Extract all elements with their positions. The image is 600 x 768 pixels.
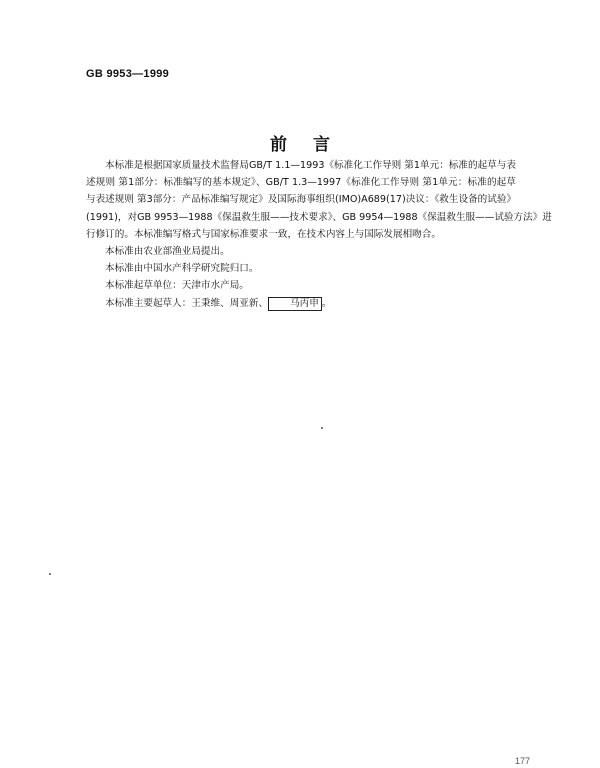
boxed-drafter-name: 马丙申: [268, 297, 322, 311]
preface-body: [86, 157, 552, 312]
scan-speck: [49, 573, 51, 575]
paragraph-proposed-by: 本标准由农业部渔业局提出。: [105, 246, 230, 258]
drafters-suffix: 。: [321, 297, 332, 309]
paragraph-centralized-by: 本标准由中国水产科学研究院归口。: [105, 263, 259, 275]
paragraph-line: (1991)，对GB 9953—1988《保温救生服——技术要求》、GB 9954—1988《保温救生服——试验方法》进: [86, 211, 552, 223]
standard-number: GB 9953—1999: [86, 68, 170, 80]
page-title: 前言: [270, 135, 356, 155]
paragraph-line: 述规则 第1部分：标准编写的基本规定》、GB/T 1.3—1997《标准化工作导则 第1单元：标准的起草: [86, 177, 516, 189]
scan-speck: [321, 427, 323, 429]
paragraph-line: 与表述规则 第3部分：产品标准编写规定》及国际海事组织(IMO)A689(17)决议：《救生设备的试验》: [86, 194, 517, 206]
paragraph-basis: [86, 157, 552, 243]
page-number: 177: [514, 756, 530, 766]
paragraph-line: 行修订的。本标准编写格式与国家标准要求一致，在技术内容上与国际发展相吻合。: [86, 228, 441, 240]
paragraph-drafting-unit: 本标准起草单位：天津市水产局。: [105, 280, 249, 292]
drafters-prefix: 本标准主要起草人：王秉维、周亚新、: [105, 297, 269, 309]
paragraph-line: 本标准是根据国家质量技术监督局GB/T 1.1—1993《标准化工作导则 第1单元：标准的起草与表: [105, 160, 516, 171]
paragraph-drafters: [86, 295, 516, 312]
